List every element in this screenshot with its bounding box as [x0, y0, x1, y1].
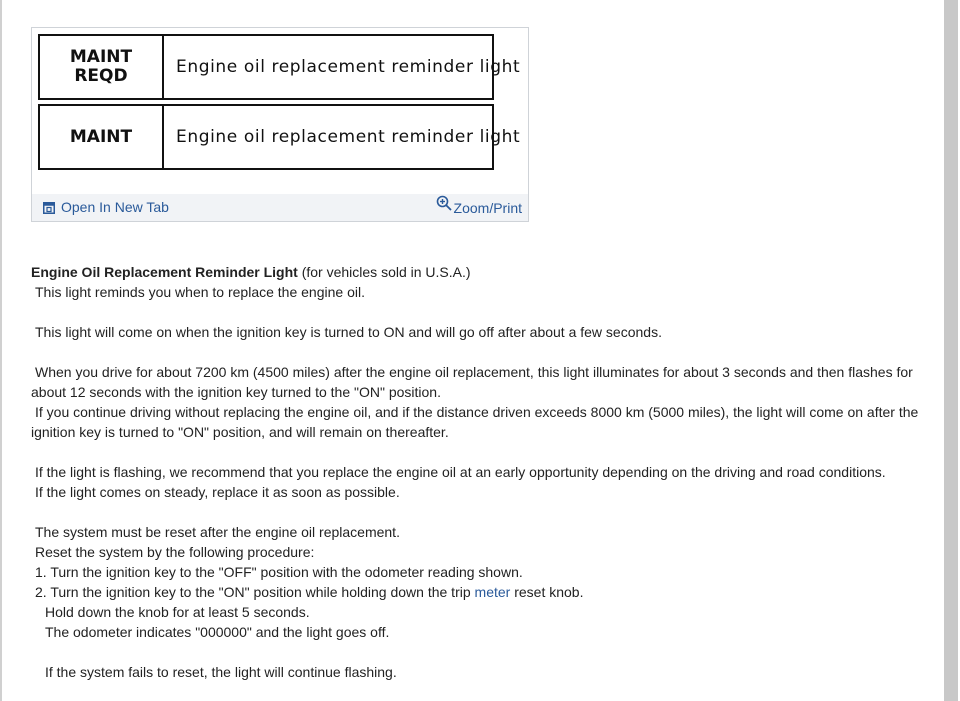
figure-card [31, 27, 529, 222]
paragraph: When you drive for about 7200 km (4500 miles) after the engine oil replacement, this light illuminates for about 3 seconds and then flashes for about 12 seconds with the ignition key turned to the "ON" position. [31, 364, 913, 400]
vertical-scrollbar-thumb[interactable] [944, 0, 958, 701]
open-in-new-tab-link[interactable] [43, 199, 169, 215]
meter-link[interactable]: meter [474, 584, 511, 600]
indicator-description: Engine oil replacement reminder light [176, 127, 521, 147]
figure-footer [32, 194, 528, 221]
step-text: reset knob. [510, 584, 584, 600]
step-text: 2. Turn the ignition key to the "ON" position while holding down the trip [35, 584, 475, 600]
paragraph: This light will come on when the ignition key is turned to ON and will go off after about a few seconds. [35, 324, 662, 340]
paragraph: If the light is flashing, we recommend that you replace the engine oil at an early opportunity depending on the driving and road conditions. [35, 464, 886, 480]
article-body [31, 262, 936, 682]
indicator-label [40, 106, 164, 168]
paragraph: Reset the system by the following procedure: [35, 544, 315, 560]
window-edge [0, 0, 2, 701]
paragraph: If you continue driving without replacing the engine oil, and if the distance driven exceeds 8000 km (5000 miles), the light will come on after the ignition key is turned to "ON" position, and will remain on thereafter. [31, 404, 919, 440]
open-in-new-tab-icon [43, 201, 55, 213]
step-sub-item: The odometer indicates "000000" and the light goes off. [45, 624, 390, 640]
indicator-label-line1: MAINT [69, 47, 133, 67]
step-item [31, 582, 936, 602]
indicator-label [40, 36, 164, 98]
indicator-label-line1: MAINT [69, 126, 133, 147]
article-heading-line [31, 262, 936, 282]
indicator-description: Engine oil replacement reminder light [176, 57, 521, 77]
zoom-print-label: Zoom/Print [453, 200, 522, 216]
indicator-label-line2: REQD [74, 66, 128, 86]
zoom-in-icon [436, 195, 452, 211]
paragraph: This light reminds you when to replace the engine oil. [35, 284, 365, 300]
step-sub-item: Hold down the knob for at least 5 seconds. [45, 604, 310, 620]
open-in-new-tab-label: Open In New Tab [61, 199, 169, 215]
paragraph: The system must be reset after the engine oil replacement. [35, 524, 400, 540]
zoom-print-link[interactable] [436, 195, 522, 216]
figure-illustration [38, 34, 521, 170]
indicator-row-maint-reqd [38, 34, 521, 100]
step-item: 1. Turn the ignition key to the "OFF" position with the odometer reading shown. [35, 564, 523, 580]
paragraph: If the light comes on steady, replace it as soon as possible. [35, 484, 400, 500]
paragraph: If the system fails to reset, the light will continue flashing. [45, 664, 397, 680]
indicator-row-maint [38, 104, 521, 170]
article-heading: Engine Oil Replacement Reminder Light [31, 264, 298, 280]
article-heading-suffix: (for vehicles sold in U.S.A.) [297, 264, 471, 280]
